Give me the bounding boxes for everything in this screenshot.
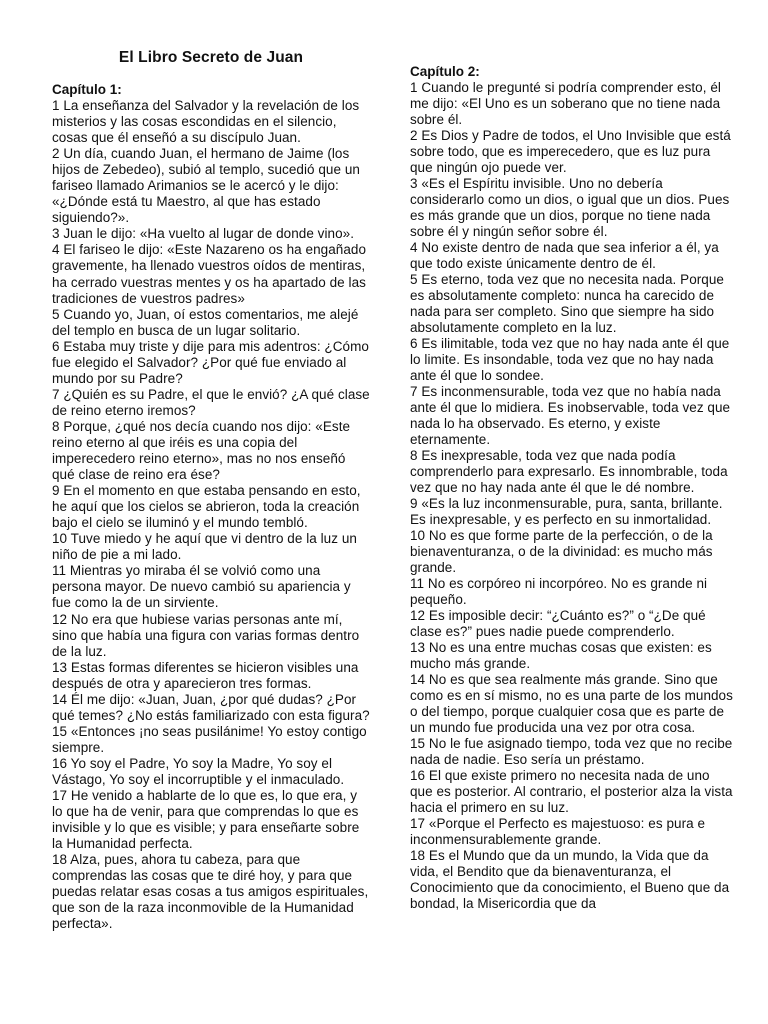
verse-2-10: 10 No es que forme parte de la perfección, o de la bienaventuranza, o de la divinidad: es mucho más grande.	[410, 528, 713, 575]
verse-1-4: 4 El fariseo le dijo: «Este Nazareno os ha engañado gravemente, ha llenado vuestros oídos de mentiras, ha cerrado vuestras mentes y os ha apartado de las tradiciones de vuestros padres»	[52, 242, 367, 306]
verse-2-9: 9 «Es la luz inconmensurable, pura, santa, brillante. Es inexpresable, y es perfecto en su inmortalidad.	[410, 496, 723, 527]
verse-1-1: 1 La enseñanza del Salvador y la revelación de los misterios y las cosas escondidas en el silencio, cosas que él enseñó a su discípulo Juan.	[52, 98, 360, 146]
verse-1-15: 15 «Entonces ¡no seas pusilánime! Yo estoy contigo siempre.	[52, 723, 367, 755]
chapter-2-heading: Capítulo 2:	[410, 64, 480, 79]
right-column	[410, 64, 736, 912]
verse-2-13: 13 No es una entre muchas cosas que existen: es mucho más grande.	[410, 640, 712, 671]
verse-2-11: 11 No es corpóreo ni incorpóreo. No es grande ni pequeño.	[410, 576, 708, 607]
verse-2-3: 3 «Es el Espíritu invisible. Uno no debería considerarlo como un dios, o igual que un dios. Pues es más grande que un dios, porque no tiene nada sobre él y ningún señor sobre él.	[410, 176, 730, 239]
verse-1-18: 18 Alza, pues, ahora tu cabeza, para que comprendas las cosas que te diré hoy, y para que puedas relatar esas cosas a tus amigos espirituales, que son de la raza inconmovible de la Humanidad perfecta».	[52, 852, 369, 932]
verse-1-13: 13 Estas formas diferentes se hicieron visibles una después de otra y aparecieron tres formas.	[52, 659, 359, 691]
verse-1-8: 8 Porque, ¿qué nos decía cuando nos dijo: «Este reino eterno al que iréis es una copia del imperecedero reino eterno», mas no nos enseñó qué clase de reino era ése?	[52, 418, 351, 483]
verse-1-3: 3 Juan le dijo: «Ha vuelto al lugar de donde vino».	[52, 226, 355, 242]
verse-2-15: 15 No le fue asignado tiempo, toda vez que no recibe nada de nadie. Eso sería un préstamo.	[410, 736, 733, 767]
verse-1-12: 12 No era que hubiese varias personas ante mí, sino que había una figura con varias formas dentro de la luz.	[52, 611, 360, 659]
chapter-1-heading: Capítulo 1:	[52, 82, 122, 97]
verse-1-10: 10 Tuve miedo y he aquí que vi dentro de la luz un niño de pie a mi lado.	[52, 531, 357, 563]
verse-1-5: 5 Cuando yo, Juan, oí estos comentarios, me alejé del templo en busca de un lugar solitario.	[52, 306, 359, 338]
chapter-1-body	[52, 98, 370, 932]
verse-1-14: 14 Él me dijo: «Juan, Juan, ¿por qué dudas? ¿Por qué temes? ¿No estás familiarizado con esta figura?	[52, 691, 370, 723]
verse-1-11: 11 Mientras yo miraba él se volvió como una persona mayor. De nuevo cambió su apariencia y fue como la de un sirviente.	[52, 563, 351, 611]
verse-1-17: 17 He venido a hablarte de lo que es, lo que era, y lo que ha de venir, para que comprendas lo que es invisible y lo que es visible; y para enseñarte sobre la Humanidad perfecta.	[52, 788, 360, 852]
verse-2-18: 18 Es el Mundo que da un mundo, la Vida que da vida, el Bendito que da bienaventuranza, el Conocimiento que da conocimiento, el Bueno que da bondad, la Misericordia que da	[410, 848, 730, 911]
chapter-2-body	[410, 80, 736, 912]
verse-1-16: 16 Yo soy el Padre, Yo soy la Madre, Yo soy el Vástago, Yo soy el incorruptible y el inmaculado.	[52, 755, 345, 787]
verse-2-6: 6 Es ilimitable, toda vez que no hay nada ante él que lo limite. Es insondable, toda vez que no hay nada ante él que lo sondee.	[410, 336, 730, 383]
verse-1-6: 6 Estaba muy triste y dije para mis adentros: ¿Cómo fue elegido el Salvador? ¿Por qué fue enviado al mundo por su Padre?	[52, 338, 369, 386]
verse-1-9: 9 En el momento en que estaba pensando en esto, he aquí que los cielos se abrieron, toda la creación bajo el cielo se iluminó y el mundo tembló.	[52, 483, 361, 531]
verse-2-1: 1 Cuando le pregunté si podría comprender esto, él me dijo: «El Uno es un soberano que no tiene nada sobre él.	[410, 80, 721, 127]
verse-2-5: 5 Es eterno, toda vez que no necesita nada. Porque es absolutamente completo: nunca ha carecido de nada para ser completo. Sino que siempre ha sido absolutamente completo en la luz.	[410, 272, 724, 335]
verse-2-17: 17 «Porque el Perfecto es majestuoso: es pura e inconmensurablemente grande.	[410, 816, 706, 847]
document-title: El Libro Secreto de Juan	[118, 49, 304, 66]
verse-1-7: 7 ¿Quién es su Padre, el que le envió? ¿A qué clase de reino eterno iremos?	[52, 386, 370, 418]
verse-2-16: 16 El que existe primero no necesita nada de uno que es posterior. Al contrario, el posterior alza la vista hacia el primero en su luz.	[410, 768, 733, 815]
verse-1-2: 2 Un día, cuando Juan, el hermano de Jaime (los hijos de Zebedeo), subió al templo, sucedió que un fariseo llamado Arimanios se le acercó y le dijo: «¿Dónde está tu Maestro, al que has estado siguiendo?».	[52, 146, 360, 226]
verse-2-8: 8 Es inexpresable, toda vez que nada podía comprenderlo para expresarlo. Es innombrable, toda vez que no hay nada ante él que le dé nombre.	[410, 448, 728, 495]
verse-2-12: 12 Es imposible decir: “¿Cuánto es?” o “¿De qué clase es?” pues nadie puede comprenderlo.	[410, 608, 706, 639]
verse-2-2: 2 Es Dios y Padre de todos, el Uno Invisible que está sobre todo, que es imperecedero, que es luz pura que ningún ojo puede ver.	[410, 128, 731, 175]
left-column	[52, 48, 370, 932]
verse-2-14: 14 No es que sea realmente más grande. Sino que como es en sí mismo, no es una parte de los mundos o del tiempo, porque cualquier cosa que es parte de un mundo fue producida una vez por otra cosa.	[410, 672, 733, 735]
verse-2-4: 4 No existe dentro de nada que sea inferior a él, ya que todo existe únicamente dentro de él.	[410, 240, 719, 271]
verse-2-7: 7 Es inconmensurable, toda vez que no había nada ante él que lo midiera. Es inobservable, toda vez que nada lo ha observado. Es eterno, y existe eternamente.	[410, 384, 731, 447]
